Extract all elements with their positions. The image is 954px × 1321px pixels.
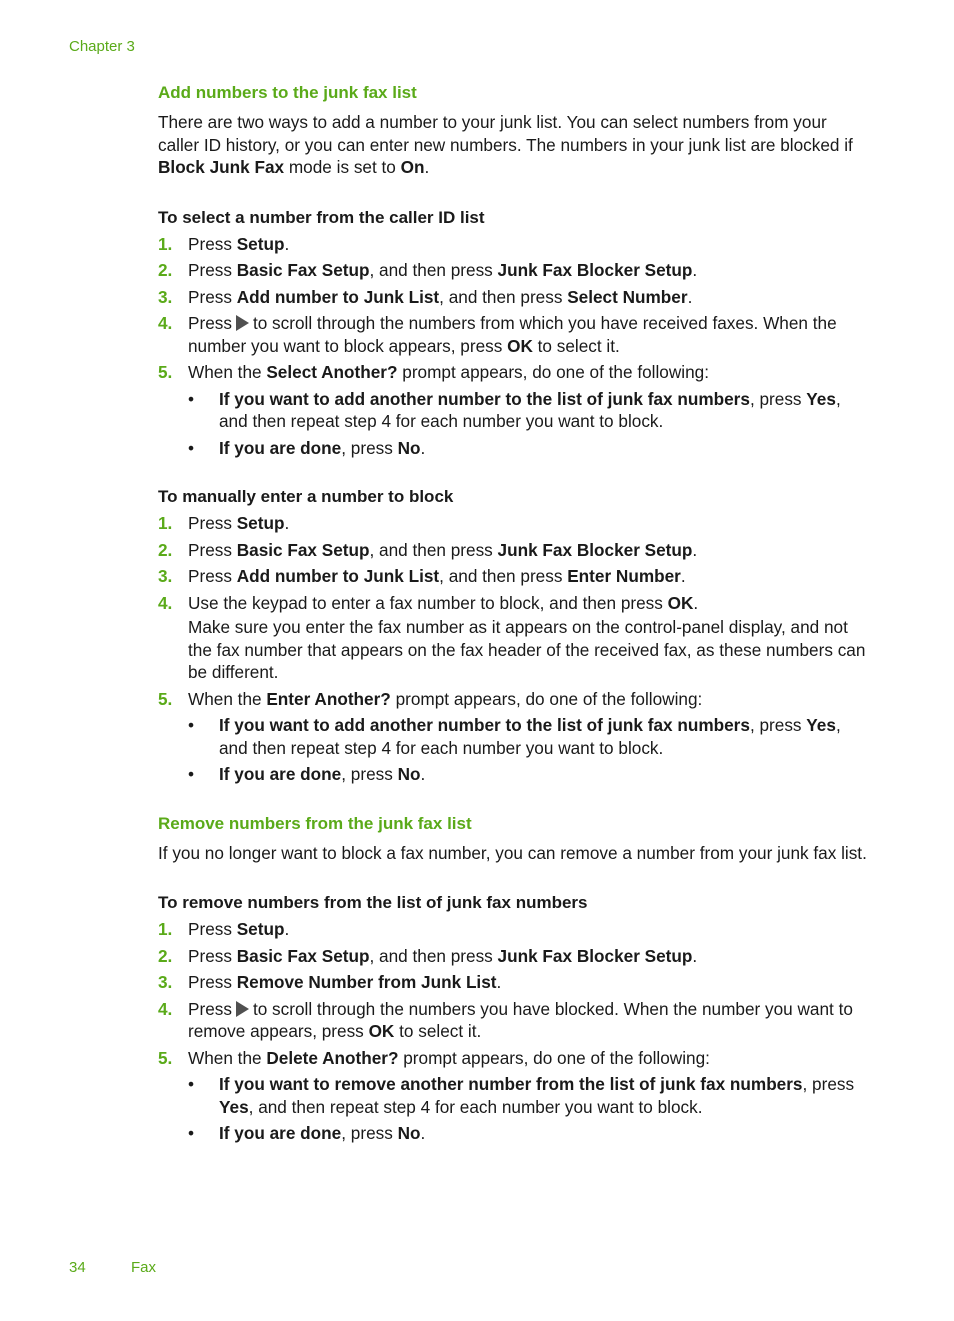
option-item <box>188 388 870 433</box>
step-text: Press <box>188 539 237 560</box>
step-bold: OK <box>507 335 533 356</box>
step-text: Press <box>188 260 237 280</box>
bullet-icon: • <box>188 1123 195 1143</box>
options-list <box>188 388 870 460</box>
option-text: . <box>420 764 426 784</box>
step-text: Press <box>188 972 237 992</box>
step-text: , and then press <box>439 566 568 586</box>
step-text: . <box>692 539 698 560</box>
step-text: Press <box>188 998 232 1019</box>
option-item <box>188 1122 870 1145</box>
step-bold: Basic Fax Setup <box>236 260 370 280</box>
step-item <box>158 998 870 1043</box>
step-text: . <box>680 566 686 586</box>
step-number: 2. <box>158 539 173 560</box>
step-number: 4. <box>158 592 173 613</box>
option-bold: Yes <box>806 715 836 735</box>
step-item <box>158 971 870 994</box>
step-text: . <box>284 513 290 533</box>
step-item <box>158 945 870 968</box>
option-text: . <box>420 437 426 458</box>
option-text: , press <box>802 1074 855 1094</box>
step-text: Press <box>188 566 237 586</box>
step-text: When the <box>188 362 267 382</box>
intro-paragraph <box>158 111 870 179</box>
step-number: 5. <box>158 1047 173 1068</box>
page-content <box>158 83 870 1149</box>
option-bold: If you are done <box>219 437 342 458</box>
step-item <box>158 565 870 588</box>
step-number: 2. <box>158 945 173 966</box>
step-text: When the <box>188 688 267 709</box>
steps-list-remove <box>158 918 870 1145</box>
step-bold: Basic Fax Setup <box>236 945 370 966</box>
chapter-label: Chapter 3 <box>69 38 135 55</box>
step-item <box>158 1047 870 1145</box>
step-item <box>158 592 870 684</box>
bullet-icon: • <box>188 715 195 735</box>
step-text: Press <box>188 233 237 254</box>
intro-bold-block-junk-fax: Block Junk Fax <box>158 157 285 177</box>
option-bold: No <box>397 764 421 784</box>
step-text: Use the keypad to enter a fax number to block, and then press <box>188 592 668 613</box>
option-text: . <box>420 1123 426 1143</box>
step-text: , and then press <box>439 286 568 307</box>
options-list <box>188 714 870 786</box>
step-number: 1. <box>158 233 173 254</box>
step-number: 4. <box>158 998 173 1019</box>
step-item <box>158 918 870 941</box>
option-text: , press <box>341 1123 398 1143</box>
step-text: prompt appears, do one of the following: <box>397 362 709 382</box>
right-arrow-icon <box>236 315 249 331</box>
page-number: 34 <box>69 1259 86 1276</box>
intro-text: There are two ways to add a number to your junk list. You can select numbers from your caller ID history, or you can enter new numbers. The numbers in your junk list are blocked if <box>158 112 853 155</box>
option-bold: Yes <box>806 388 836 409</box>
step-number: 2. <box>158 260 173 280</box>
option-bold: No <box>397 437 421 458</box>
option-text: , and then repeat step 4 for each number you want to block. <box>219 715 841 758</box>
steps-list-caller-id <box>158 233 870 460</box>
bullet-icon: • <box>188 388 195 409</box>
option-text: , press <box>749 388 807 409</box>
step-bold: Setup <box>236 513 285 533</box>
intro-text: mode is set to <box>284 157 401 177</box>
step-number: 1. <box>158 919 173 939</box>
option-text: , press <box>341 437 398 458</box>
procedure-title-manual-entry: To manually enter a number to block <box>158 487 454 506</box>
step-number: 5. <box>158 362 173 382</box>
step-text: . <box>693 592 699 613</box>
option-text: , and then repeat step 4 for each number you want to block. <box>219 388 841 431</box>
step-bold: Remove Number from Junk List <box>236 972 497 992</box>
options-list <box>188 1073 870 1145</box>
step-number: 4. <box>158 313 173 333</box>
section-title-remove-numbers: Remove numbers from the junk fax list <box>158 813 472 833</box>
step-item <box>158 539 870 562</box>
step-bold: Setup <box>236 919 285 939</box>
bullet-icon: • <box>188 437 195 458</box>
option-bold: If you want to remove another number from the list of junk fax numbers <box>219 1074 803 1094</box>
step-text: Press <box>188 513 237 533</box>
step-bold: Basic Fax Setup <box>236 539 370 560</box>
step-item <box>158 688 870 786</box>
step-text: to select it. <box>394 1021 482 1041</box>
step-number: 1. <box>158 513 173 533</box>
step-bold: Add number to Junk List <box>236 286 440 307</box>
step-item <box>158 233 870 256</box>
option-bold: If you want to add another number to the list of junk fax numbers <box>219 715 750 735</box>
step-item <box>158 312 870 357</box>
step-text: to select it. <box>532 335 620 356</box>
step-number: 3. <box>158 566 173 586</box>
step-text: When the <box>188 1047 267 1068</box>
step-bold: Enter Another? <box>266 688 391 709</box>
option-bold: If you are done <box>219 1123 342 1143</box>
step-bold: Select Another? <box>266 362 398 382</box>
step-text: Press <box>188 919 237 939</box>
option-bold: If you want to add another number to the list of junk fax numbers <box>219 388 750 409</box>
step-text: to scroll through the numbers from which you have received faxes. When the number you want to block appears, press <box>188 313 837 356</box>
intro-text: . <box>424 157 430 177</box>
step-text: , and then press <box>369 260 498 280</box>
right-arrow-icon <box>236 1001 249 1017</box>
option-text: , press <box>749 715 807 735</box>
steps-list-manual-entry <box>158 512 870 786</box>
step-bold: Enter Number <box>567 566 681 586</box>
step-bold: OK <box>368 1021 395 1041</box>
remove-intro-paragraph: If you no longer want to block a fax number, you can remove a number from your junk fax list. <box>158 842 867 863</box>
step-bold: Junk Fax Blocker Setup <box>497 260 693 280</box>
step-text: . <box>687 286 693 307</box>
footer-section-title: Fax <box>131 1259 157 1276</box>
step-text: to scroll through the numbers you have blocked. When the number you want to remove appears, press <box>188 998 853 1041</box>
step-text: Press <box>188 286 237 307</box>
step-bold: Select Number <box>567 286 688 307</box>
step-bold: Junk Fax Blocker Setup <box>497 539 693 560</box>
step-text: prompt appears, do one of the following: <box>398 1047 710 1068</box>
bullet-icon: • <box>188 764 195 784</box>
section-title-add-numbers: Add numbers to the junk fax list <box>158 83 417 102</box>
option-bold: No <box>397 1123 421 1143</box>
step-text: . <box>284 233 290 254</box>
step-note: Make sure you enter the fax number as it appears on the control-panel display, and not the fax number that appears on the fax header of the received fax, as these numbers can be different. <box>188 617 866 682</box>
step-item <box>158 512 870 535</box>
step-text: . <box>284 919 290 939</box>
step-bold: Junk Fax Blocker Setup <box>497 945 693 966</box>
option-item <box>188 1073 870 1118</box>
step-text: Press <box>188 945 237 966</box>
option-bold: Yes <box>219 1096 249 1117</box>
procedure-title-caller-id: To select a number from the caller ID list <box>158 207 485 227</box>
step-bold: Add number to Junk List <box>236 566 440 586</box>
step-text: . <box>692 260 698 280</box>
step-item <box>158 259 870 282</box>
intro-bold-on: On <box>400 157 425 177</box>
step-number: 3. <box>158 286 173 307</box>
procedure-title-remove: To remove numbers from the list of junk fax numbers <box>158 893 588 912</box>
step-bold: OK <box>667 592 694 613</box>
bullet-icon: • <box>188 1074 195 1094</box>
step-number: 5. <box>158 688 173 709</box>
step-bold: Setup <box>236 233 285 254</box>
step-item <box>158 286 870 309</box>
option-item <box>188 437 870 460</box>
option-bold: If you are done <box>219 764 342 784</box>
option-item <box>188 763 870 786</box>
step-number: 3. <box>158 972 173 992</box>
step-text: Press <box>188 313 232 333</box>
step-text: , and then press <box>369 539 498 560</box>
step-text: , and then press <box>369 945 498 966</box>
step-text: . <box>496 972 502 992</box>
step-bold: Delete Another? <box>266 1047 399 1068</box>
option-text: , press <box>341 764 398 784</box>
step-text: prompt appears, do one of the following: <box>390 688 703 709</box>
step-item <box>158 361 870 459</box>
option-item <box>188 714 870 759</box>
option-text: , and then repeat step 4 for each number you want to block. <box>248 1096 703 1117</box>
step-text: . <box>692 945 698 966</box>
